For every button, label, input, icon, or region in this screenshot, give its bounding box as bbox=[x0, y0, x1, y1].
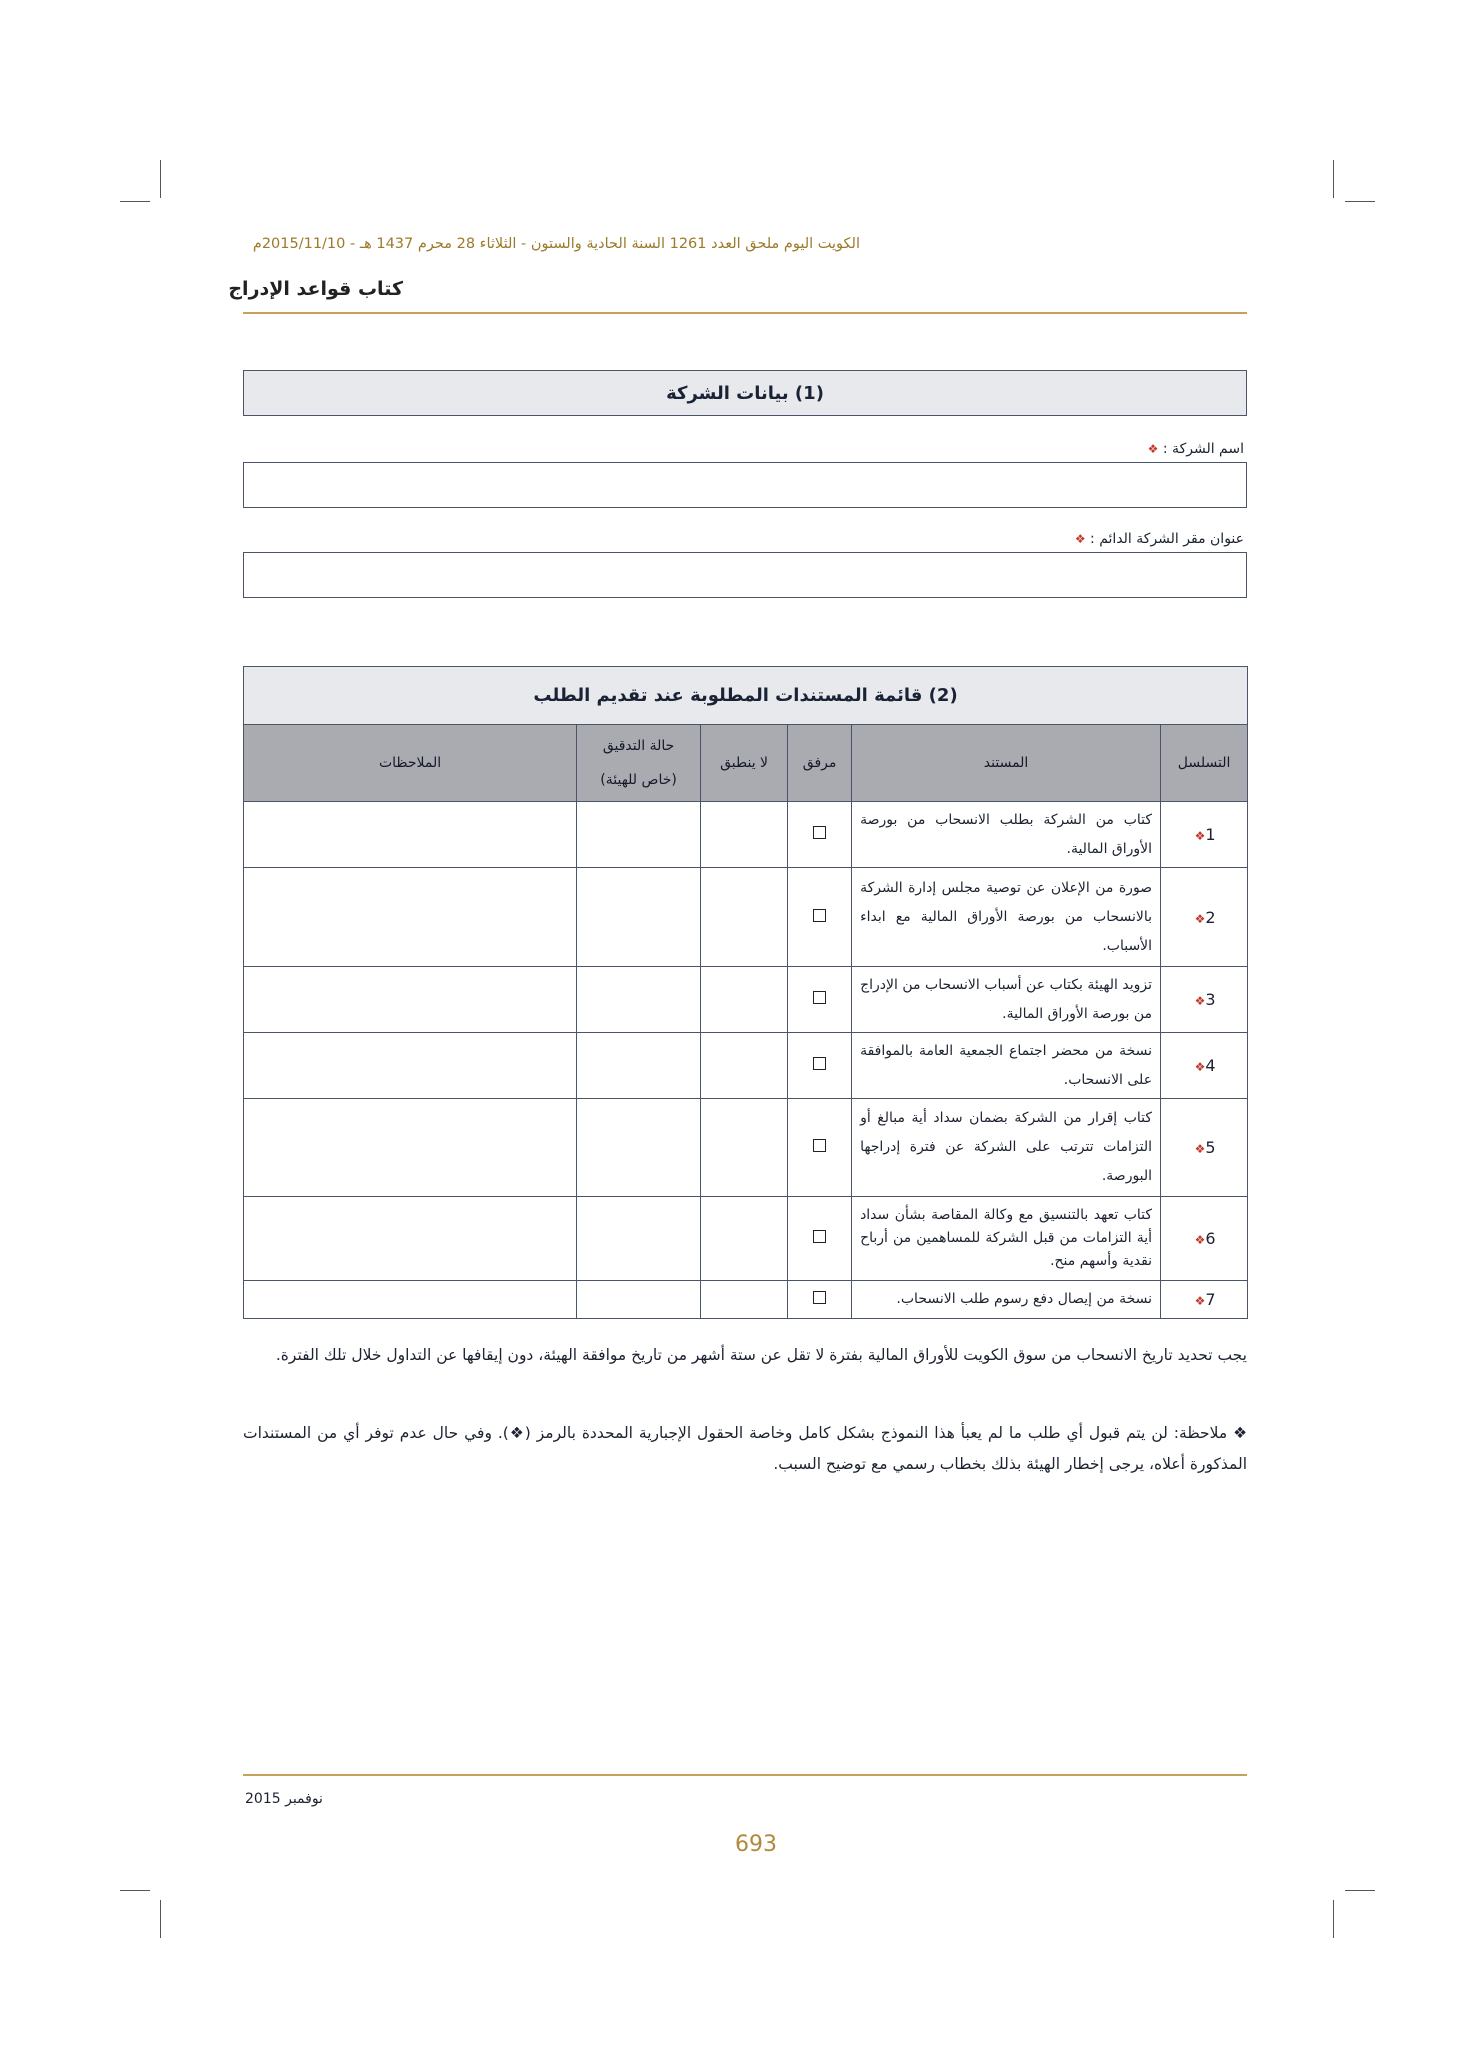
required-marker-icon: ❖ bbox=[1194, 911, 1206, 926]
required-marker-icon: ❖ bbox=[1194, 1060, 1206, 1074]
audit-status-cell[interactable] bbox=[577, 1033, 701, 1099]
company-address-field[interactable] bbox=[243, 552, 1247, 598]
checkbox-icon[interactable] bbox=[813, 1291, 826, 1304]
table-row bbox=[244, 1099, 1248, 1197]
checkbox-icon[interactable] bbox=[813, 909, 826, 922]
checkbox-icon[interactable] bbox=[813, 991, 826, 1004]
document-text: كتاب من الشركة بطلب الانسحاب من بورصة الأوراق المالية. bbox=[852, 802, 1161, 868]
notes-cell[interactable] bbox=[244, 868, 577, 967]
audit-status-cell[interactable] bbox=[577, 967, 701, 1033]
col-document: المستند bbox=[852, 725, 1161, 802]
table-row bbox=[244, 868, 1248, 967]
row-number: 4❖ bbox=[1161, 1033, 1248, 1099]
table-header-row bbox=[244, 725, 1248, 802]
footer-rule bbox=[243, 1774, 1247, 1776]
required-marker-icon: ❖ bbox=[1147, 442, 1159, 456]
gazette-header: الكويت اليوم ملحق العدد 1261 السنة الحادية والستون - الثلاثاء 28 محرم 1437 هـ - 2015/11/10م bbox=[252, 236, 860, 252]
audit-status-cell[interactable] bbox=[577, 868, 701, 967]
document-text: صورة من الإعلان عن توصية مجلس إدارة الشركة بالانسحاب من بورصة الأوراق المالية مع ابداء الأسباب. bbox=[852, 868, 1161, 967]
required-marker-icon: ❖ bbox=[1194, 1294, 1206, 1308]
book-title: كتاب قواعد الإدراج bbox=[228, 278, 403, 300]
col-serial: التسلسل bbox=[1161, 725, 1248, 802]
page-number: 693 bbox=[735, 1832, 777, 1857]
col-not-applicable: لا ينطبق bbox=[701, 725, 788, 802]
table-row bbox=[244, 1197, 1248, 1281]
audit-status-cell[interactable] bbox=[577, 1197, 701, 1281]
notes-cell[interactable] bbox=[244, 802, 577, 868]
not-applicable-cell[interactable] bbox=[701, 868, 788, 967]
row-number: 1❖ bbox=[1161, 802, 1248, 868]
col-notes: الملاحظات bbox=[244, 725, 577, 802]
attached-checkbox-cell[interactable] bbox=[788, 1281, 852, 1319]
table-row bbox=[244, 967, 1248, 1033]
audit-status-cell[interactable] bbox=[577, 1281, 701, 1319]
company-address-label: عنوان مقر الشركة الدائم : ❖ bbox=[1074, 531, 1244, 547]
attached-checkbox-cell[interactable] bbox=[788, 1099, 852, 1197]
not-applicable-cell[interactable] bbox=[701, 1281, 788, 1319]
crop-mark bbox=[120, 1890, 150, 1891]
attached-checkbox-cell[interactable] bbox=[788, 868, 852, 967]
not-applicable-cell[interactable] bbox=[701, 1099, 788, 1197]
table-row bbox=[244, 802, 1248, 868]
attached-checkbox-cell[interactable] bbox=[788, 967, 852, 1033]
document-text: نسخة من إيصال دفع رسوم طلب الانسحاب. bbox=[852, 1281, 1161, 1319]
crop-mark bbox=[1333, 1900, 1334, 1938]
required-marker-icon: ❖ bbox=[1194, 829, 1206, 843]
audit-status-cell[interactable] bbox=[577, 802, 701, 868]
not-applicable-cell[interactable] bbox=[701, 802, 788, 868]
row-number: 3❖ bbox=[1161, 967, 1248, 1033]
mandatory-fields-note: ❖ ملاحظة: لن يتم قبول أي طلب ما لم يعبأ هذا النموذج بشكل كامل وخاصة الحقول الإجبارية المحددة بالرمز (❖). وفي حال عدم توفر أي من المستندات المذكورة أعلاه، يرجى إخطار الهيئة بذلك بخطاب رسمي مع توضيح السبب. bbox=[243, 1424, 1247, 1473]
attached-checkbox-cell[interactable] bbox=[788, 1197, 852, 1281]
notes-cell[interactable] bbox=[244, 1099, 577, 1197]
withdrawal-date-note: يجب تحديد تاريخ الانسحاب من سوق الكويت للأوراق المالية بفترة لا تقل عن ستة أشهر من تاريخ موافقة الهيئة، دون إيقافها عن التداول خلال تلك الفترة. bbox=[275, 1346, 1247, 1364]
table-row bbox=[244, 1281, 1248, 1319]
company-name-label: اسم الشركة : ❖ bbox=[1147, 441, 1244, 457]
required-marker-icon: ❖ bbox=[1074, 532, 1086, 546]
section2-title-row bbox=[244, 667, 1248, 725]
notes-cell[interactable] bbox=[244, 1033, 577, 1099]
footer-date: نوفمبر 2015 bbox=[245, 1791, 323, 1807]
notes-cell[interactable] bbox=[244, 967, 577, 1033]
checkbox-icon[interactable] bbox=[813, 1057, 826, 1070]
row-number: 6❖ bbox=[1161, 1197, 1248, 1281]
crop-mark bbox=[120, 201, 150, 202]
document-text: تزويد الهيئة بكتاب عن أسباب الانسحاب من الإدراج من بورصة الأوراق المالية. bbox=[852, 967, 1161, 1033]
checkbox-icon[interactable] bbox=[813, 1230, 826, 1243]
attached-checkbox-cell[interactable] bbox=[788, 1033, 852, 1099]
document-text: كتاب إقرار من الشركة بضمان سداد أية مبالغ أو التزامات تترتب على الشركة عن فترة إدراجها البورصة. bbox=[852, 1099, 1161, 1197]
document-text: كتاب تعهد بالتنسيق مع وكالة المقاصة بشأن سداد أية التزامات من قبل الشركة للمساهمين من أرباح نقدية وأسهم منح. bbox=[852, 1197, 1161, 1281]
crop-mark bbox=[160, 1900, 161, 1938]
required-marker-icon: ❖ bbox=[1194, 994, 1206, 1008]
section2-title: (2) قائمة المستندات المطلوبة عند تقديم الطلب bbox=[244, 667, 1248, 725]
documents-table bbox=[243, 666, 1248, 1319]
not-applicable-cell[interactable] bbox=[701, 1033, 788, 1099]
notes-cell[interactable] bbox=[244, 1197, 577, 1281]
crop-mark bbox=[1345, 201, 1375, 202]
audit-status-cell[interactable] bbox=[577, 1099, 701, 1197]
section1-title: (1) بيانات الشركة bbox=[243, 370, 1247, 416]
attached-checkbox-cell[interactable] bbox=[788, 802, 852, 868]
crop-mark bbox=[160, 160, 161, 198]
required-marker-icon: ❖ bbox=[1194, 1233, 1206, 1247]
row-number: 7❖ bbox=[1161, 1281, 1248, 1319]
not-applicable-cell[interactable] bbox=[701, 1197, 788, 1281]
crop-mark bbox=[1333, 160, 1334, 198]
row-number: 2❖ bbox=[1161, 868, 1248, 967]
checkbox-icon[interactable] bbox=[813, 826, 826, 839]
crop-mark bbox=[1345, 1890, 1375, 1891]
row-number: 5❖ bbox=[1161, 1099, 1248, 1197]
checkbox-icon[interactable] bbox=[813, 1139, 826, 1152]
col-attached: مرفق bbox=[788, 725, 852, 802]
required-marker-icon: ❖ bbox=[1194, 1142, 1206, 1156]
table-row bbox=[244, 1033, 1248, 1099]
header-rule bbox=[243, 312, 1247, 314]
notes-cell[interactable] bbox=[244, 1281, 577, 1319]
col-audit-status: حالة التدقيق (خاص للهيئة) bbox=[577, 725, 701, 802]
company-name-field[interactable] bbox=[243, 462, 1247, 508]
not-applicable-cell[interactable] bbox=[701, 967, 788, 1033]
document-text: نسخة من محضر اجتماع الجمعية العامة بالموافقة على الانسحاب. bbox=[852, 1033, 1161, 1099]
